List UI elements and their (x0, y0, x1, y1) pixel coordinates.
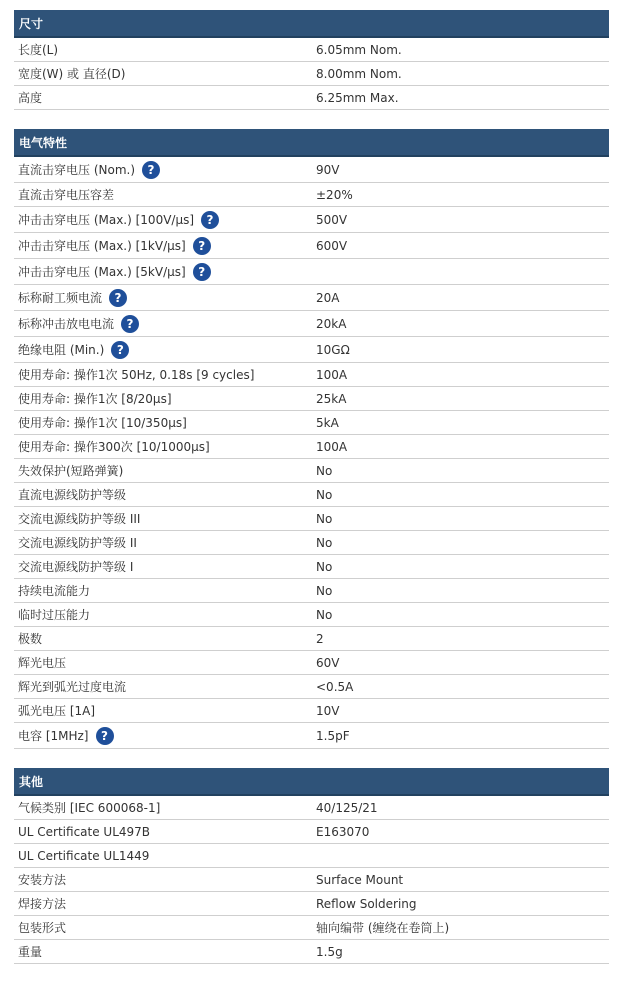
spec-label-cell (14, 919, 312, 936)
spec-row (14, 675, 609, 699)
spec-value: 2 (316, 631, 324, 646)
spec-label: 交流电源线防护等级 II (18, 536, 137, 550)
question-icon[interactable]: ? (193, 263, 211, 281)
spec-row (14, 723, 609, 749)
spec-label: 包装形式 (18, 921, 67, 935)
spec-label: 辉光电压 (18, 656, 67, 670)
spec-value: 20kA (316, 316, 347, 331)
spec-row (14, 796, 609, 820)
spec-row (14, 531, 609, 555)
spec-row (14, 311, 609, 337)
spec-label: 使用寿命: 操作300次 [10/1000µs] (18, 440, 210, 454)
spec-label-cell (14, 510, 312, 527)
spec-value: 90V (316, 162, 340, 177)
question-icon[interactable]: ? (109, 289, 127, 307)
question-icon[interactable]: ? (142, 161, 160, 179)
spec-label-cell (14, 871, 312, 888)
spec-value: 100A (316, 439, 348, 454)
spec-value: 6.05mm Nom. (316, 42, 402, 57)
spec-label: 交流电源线防护等级 III (18, 512, 141, 526)
spec-label: 冲击击穿电压 (Max.) [100V/µs] (18, 213, 195, 227)
spec-value: 1.5g (316, 944, 343, 959)
spec-label: 持续电流能力 (18, 584, 91, 598)
spec-label-cell (14, 678, 312, 695)
spec-row (14, 38, 609, 62)
spec-label-cell (14, 211, 312, 229)
spec-label-cell (14, 582, 312, 599)
spec-label: 弧光电压 [1A] (18, 704, 96, 718)
spec-label-cell (14, 606, 312, 623)
spec-label: 使用寿命: 操作1次 [10/350µs] (18, 416, 187, 430)
spec-label: 极数 (18, 632, 43, 646)
section-header: 电气特性 (14, 129, 609, 157)
spec-row (14, 285, 609, 311)
spec-label-cell (14, 341, 312, 359)
spec-label: 高度 (18, 91, 43, 105)
spec-value: 5kA (316, 415, 339, 430)
spec-label: 长度(L) (18, 43, 59, 57)
spec-row (14, 651, 609, 675)
spec-label-cell (14, 315, 312, 333)
spec-value: 10GΩ (316, 342, 350, 357)
spec-label: 气候类别 [IEC 600068-1] (18, 801, 161, 815)
spec-label-cell (14, 462, 312, 479)
spec-row (14, 337, 609, 363)
spec-value: No (316, 511, 333, 526)
spec-value: 25kA (316, 391, 347, 406)
spec-row (14, 940, 609, 964)
spec-label-cell (14, 237, 312, 255)
spec-section (14, 129, 609, 749)
spec-label-cell (14, 630, 312, 647)
spec-label: 使用寿命: 操作1次 50Hz, 0.18s [9 cycles] (18, 368, 255, 382)
question-icon[interactable]: ? (201, 211, 219, 229)
spec-value: No (316, 535, 333, 550)
spec-label: 绝缘电阻 (Min.) (18, 343, 105, 357)
spec-value: 20A (316, 290, 340, 305)
spec-label-cell (14, 943, 312, 960)
spec-label: 交流电源线防护等级 I (18, 560, 134, 574)
spec-value: 40/125/21 (316, 800, 378, 815)
spec-value: 8.00mm Nom. (316, 66, 402, 81)
section-header: 其他 (14, 768, 609, 796)
spec-value: No (316, 607, 333, 622)
spec-row (14, 555, 609, 579)
spec-row (14, 844, 609, 868)
spec-value: No (316, 463, 333, 478)
spec-row (14, 435, 609, 459)
spec-row (14, 820, 609, 844)
spec-label: 重量 (18, 945, 43, 959)
spec-value: 500V (316, 212, 348, 227)
spec-label-cell (14, 65, 312, 82)
spec-row (14, 483, 609, 507)
spec-label-cell (14, 390, 312, 407)
spec-row (14, 363, 609, 387)
spec-section (14, 10, 609, 110)
spec-label-cell (14, 895, 312, 912)
spec-label: UL Certificate UL497B (18, 824, 151, 839)
spec-row (14, 603, 609, 627)
spec-value: ±20% (316, 187, 353, 202)
spec-label-cell (14, 825, 312, 839)
spec-label-cell (14, 186, 312, 203)
spec-label: 冲击击穿电压 (Max.) [5kV/µs] (18, 265, 186, 279)
spec-section (14, 768, 609, 964)
spec-row (14, 387, 609, 411)
question-icon[interactable]: ? (96, 727, 114, 745)
spec-row (14, 916, 609, 940)
spec-row (14, 507, 609, 531)
spec-value: E163070 (316, 824, 370, 839)
spec-label: 辉光到弧光过度电流 (18, 680, 127, 694)
spec-label: 直流电源线防护等级 (18, 488, 127, 502)
spec-label-cell (14, 366, 312, 383)
spec-label: 失效保护(短路弹簧) (18, 464, 124, 478)
spec-row (14, 207, 609, 233)
spec-value: No (316, 583, 333, 598)
spec-label: 冲击击穿电压 (Max.) [1kV/µs] (18, 239, 186, 253)
spec-label-cell (14, 263, 312, 281)
spec-row (14, 157, 609, 183)
spec-row (14, 627, 609, 651)
spec-label-cell (14, 161, 312, 179)
spec-row (14, 459, 609, 483)
spec-value: 1.5pF (316, 728, 350, 743)
spec-label-cell (14, 486, 312, 503)
spec-value: 6.25mm Max. (316, 90, 399, 105)
spec-label-cell (14, 849, 312, 863)
spec-row (14, 579, 609, 603)
spec-value: <0.5A (316, 679, 354, 694)
section-header: 尺寸 (14, 10, 609, 38)
spec-label: 标称耐工频电流 (18, 291, 103, 305)
spec-row (14, 86, 609, 110)
spec-label-cell (14, 534, 312, 551)
spec-label: 使用寿命: 操作1次 [8/20µs] (18, 392, 172, 406)
spec-label: 标称冲击放电电流 (18, 317, 115, 331)
spec-label-cell (14, 654, 312, 671)
spec-value: 60V (316, 655, 340, 670)
spec-label: 安装方法 (18, 873, 67, 887)
spec-value: Reflow Soldering (316, 896, 417, 911)
spec-table (14, 10, 609, 983)
spec-label: 直流击穿电压 (Nom.) (18, 163, 136, 177)
spec-label-cell (14, 558, 312, 575)
spec-label-cell (14, 438, 312, 455)
spec-label-cell (14, 727, 312, 745)
spec-label: UL Certificate UL1449 (18, 848, 150, 863)
spec-value: No (316, 559, 333, 574)
spec-value: No (316, 487, 333, 502)
spec-value: 100A (316, 367, 348, 382)
spec-label: 宽度(W) 或 直径(D) (18, 67, 126, 81)
spec-label-cell (14, 414, 312, 431)
spec-label-cell (14, 289, 312, 307)
spec-row (14, 892, 609, 916)
spec-label-cell (14, 41, 312, 58)
spec-label-cell (14, 702, 312, 719)
spec-label: 电容 [1MHz] (18, 729, 89, 743)
spec-row (14, 259, 609, 285)
spec-value: Surface Mount (316, 872, 404, 887)
spec-row (14, 411, 609, 435)
spec-row (14, 62, 609, 86)
spec-label-cell (14, 799, 312, 816)
spec-value: 轴向编带 (缠绕在卷筒上) (316, 921, 450, 935)
question-icon[interactable]: ? (193, 237, 211, 255)
spec-row (14, 699, 609, 723)
spec-label: 焊接方法 (18, 897, 67, 911)
spec-row (14, 183, 609, 207)
spec-row (14, 868, 609, 892)
question-icon[interactable]: ? (111, 341, 129, 359)
question-icon[interactable]: ? (121, 315, 139, 333)
spec-value: 600V (316, 238, 348, 253)
spec-label-cell (14, 89, 312, 106)
spec-label: 临时过压能力 (18, 608, 91, 622)
spec-value: 10V (316, 703, 340, 718)
spec-label: 直流击穿电压容差 (18, 188, 115, 202)
spec-row (14, 233, 609, 259)
